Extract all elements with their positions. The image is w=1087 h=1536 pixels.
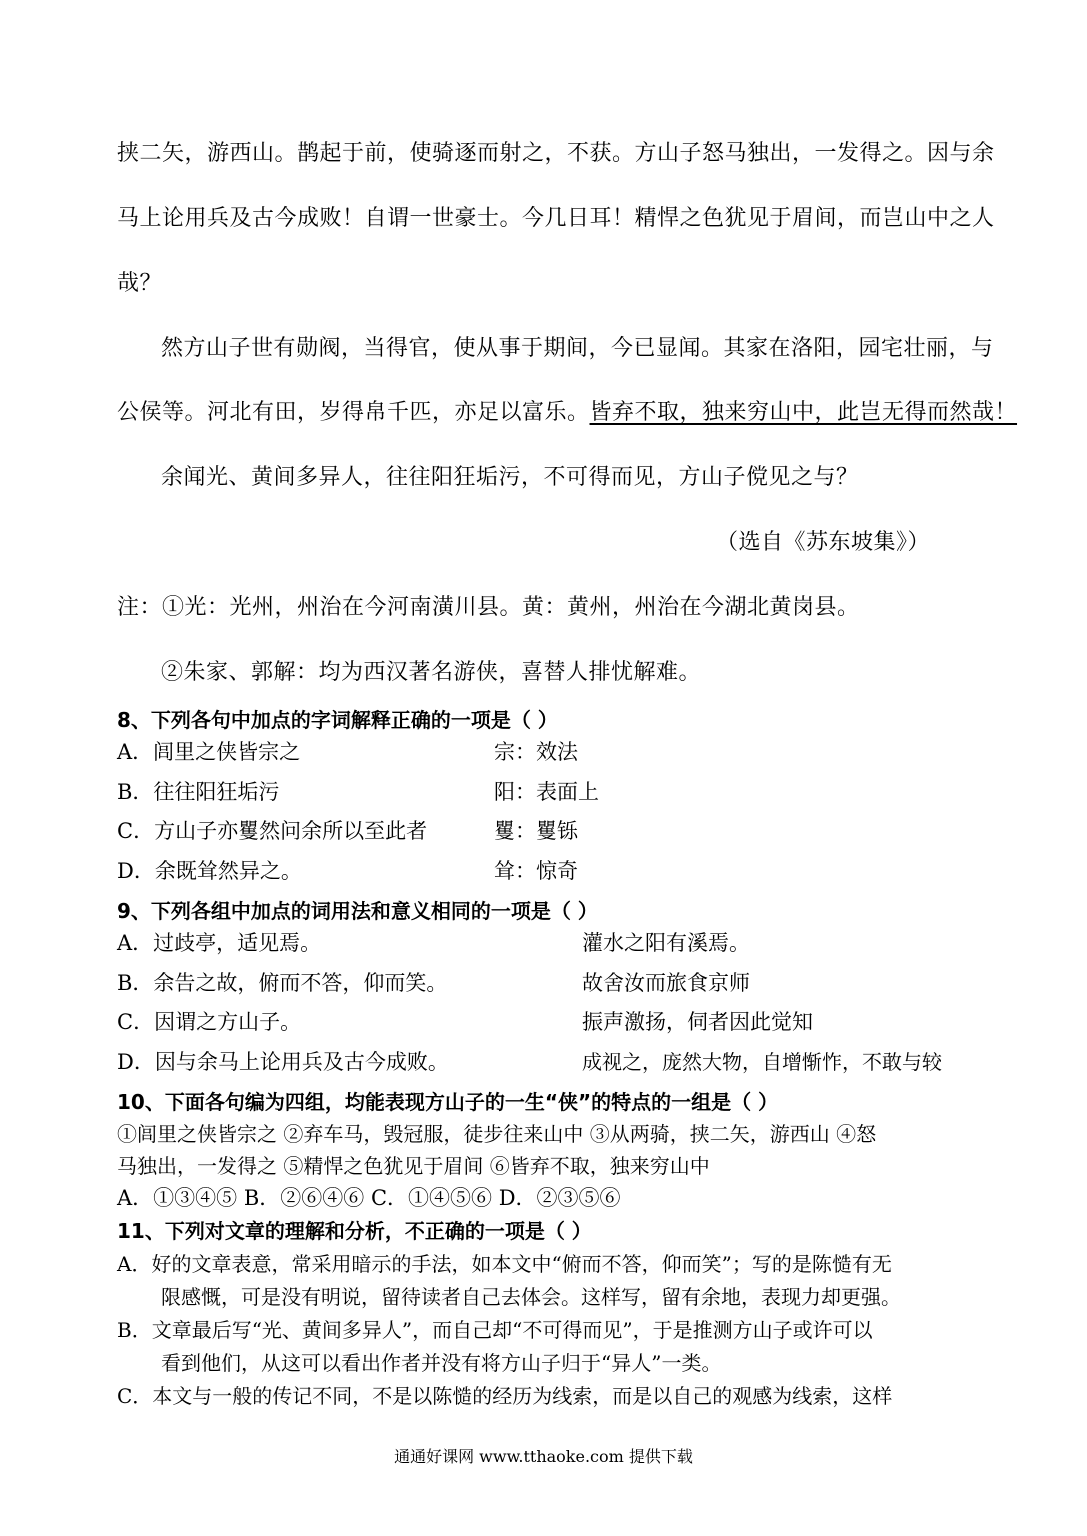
q9-gloss-a: 灌水之阳有溪焉。 <box>582 931 750 955</box>
q8-gloss-d: 耸：惊奇 <box>494 859 578 883</box>
q8-gloss-b: 阳：表面上 <box>494 780 599 804</box>
q9-option-a: A．过歧亭，适见焉。 <box>117 931 322 955</box>
passage-line: 余闻光、黄间多异人，往往阳狂垢污，不可得而见，方山子傥见之与？ <box>161 465 859 490</box>
q8-gloss-c: 矍：矍铄 <box>494 819 578 843</box>
q9-option-b: B．余告之故，俯而不答，仰而笑。 <box>117 971 448 995</box>
question-11-stem: 11、下列对文章的理解和分析，不正确的一项是（ ） <box>117 1219 592 1243</box>
q8-option-b: B．往往阳狂垢污 <box>117 780 280 804</box>
note-2: ②朱家、郭解：均为西汉著名游侠，喜替人排忧解难。 <box>161 660 702 685</box>
note-1: 注：①光：光州，州治在今河南潢川县。黄：黄州，州治在今湖北黄岗县。 <box>117 595 860 620</box>
q8-option-c: C．方山子亦矍然问余所以至此者 <box>117 819 428 843</box>
q11-option-b-cont: 看到他们，从这可以看出作者并没有将方山子归于“异人”一类。 <box>161 1351 722 1375</box>
q10-options: A．①③④⑤ B．②⑥④⑥ C．①④⑤⑥ D．②③⑤⑥ <box>117 1186 621 1210</box>
underlined-sentence: 皆弃不取，独来穷山中，此岂无得而然哉！ <box>589 400 1018 425</box>
q9-gloss-b: 故舍汝而旅食京师 <box>582 971 750 995</box>
question-10-stem: 10、下面各句编为四组，均能表现方山子的一生“侠”的特点的一组是（ ） <box>117 1090 779 1114</box>
q9-option-c: C．因谓之方山子。 <box>117 1010 302 1034</box>
passage-line <box>117 399 1017 427</box>
passage-line: 然方山子世有勋阀，当得官，使从事于期间，今已显闻。其家在洛阳，园宅壮丽，与 <box>161 336 994 361</box>
question-9-stem: 9、下列各组中加点的词用法和意义相同的一项是（ ） <box>117 899 598 923</box>
q9-gloss-c: 振声激扬，伺者因此觉知 <box>582 1010 813 1034</box>
q8-option-a: A．闾里之侠皆宗之 <box>117 740 301 764</box>
q9-gloss-d: 成视之，庞然大物，自增惭怍，不敢与较 <box>582 1050 942 1074</box>
q11-option-b: B．文章最后写“光、黄间多异人”，而自己却“不可得而见”，于是推测方山子或许可以 <box>117 1318 873 1342</box>
q11-option-a: A．好的文章表意，常采用暗示的手法，如本文中“俯而不答，仰而笑”；写的是陈慥有无 <box>117 1252 892 1276</box>
q10-items-line: ①闾里之侠皆宗之 ②弃车马，毁冠服，徒步往来山中 ③从两骑，挟二矢，游西山 ④怒 <box>117 1122 877 1146</box>
passage-line: 马上论用兵及古今成败！自谓一世豪士。今几日耳！精悍之色犹见于眉间，而岂山中之人 <box>117 206 995 231</box>
q11-option-c: C．本文与一般的传记不同，不是以陈慥的经历为线索，而是以自己的观感为线索，这样 <box>117 1384 893 1408</box>
q8-option-d: D．余既耸然异之。 <box>117 859 302 883</box>
q11-option-a-cont: 限感慨，可是没有明说，留待读者自己去体会。这样写，留有余地，表现力却更强。 <box>161 1285 901 1309</box>
passage-line: 挟二矢，游西山。鹊起于前，使骑逐而射之，不获。方山子怒马独出，一发得之。因与余 <box>117 141 995 166</box>
passage-source: （选自《苏东坡集》） <box>716 530 931 555</box>
q9-option-d: D．因与余马上论用兵及古今成败。 <box>117 1050 449 1074</box>
q10-items-line: 马独出，一发得之 ⑤精悍之色犹见于眉间 ⑥皆弃不取，独来穷山中 <box>117 1154 710 1178</box>
page-footer: 通通好课网 www.tthaoke.com 提供下载 <box>394 1447 693 1466</box>
q8-gloss-a: 宗：效法 <box>494 740 578 764</box>
passage-line: 哉？ <box>117 271 163 296</box>
passage-text: 公侯等。河北有田，岁得帛千匹，亦足以富乐。 <box>117 400 590 425</box>
question-8-stem: 8、下列各句中加点的字词解释正确的一项是（ ） <box>117 708 558 732</box>
